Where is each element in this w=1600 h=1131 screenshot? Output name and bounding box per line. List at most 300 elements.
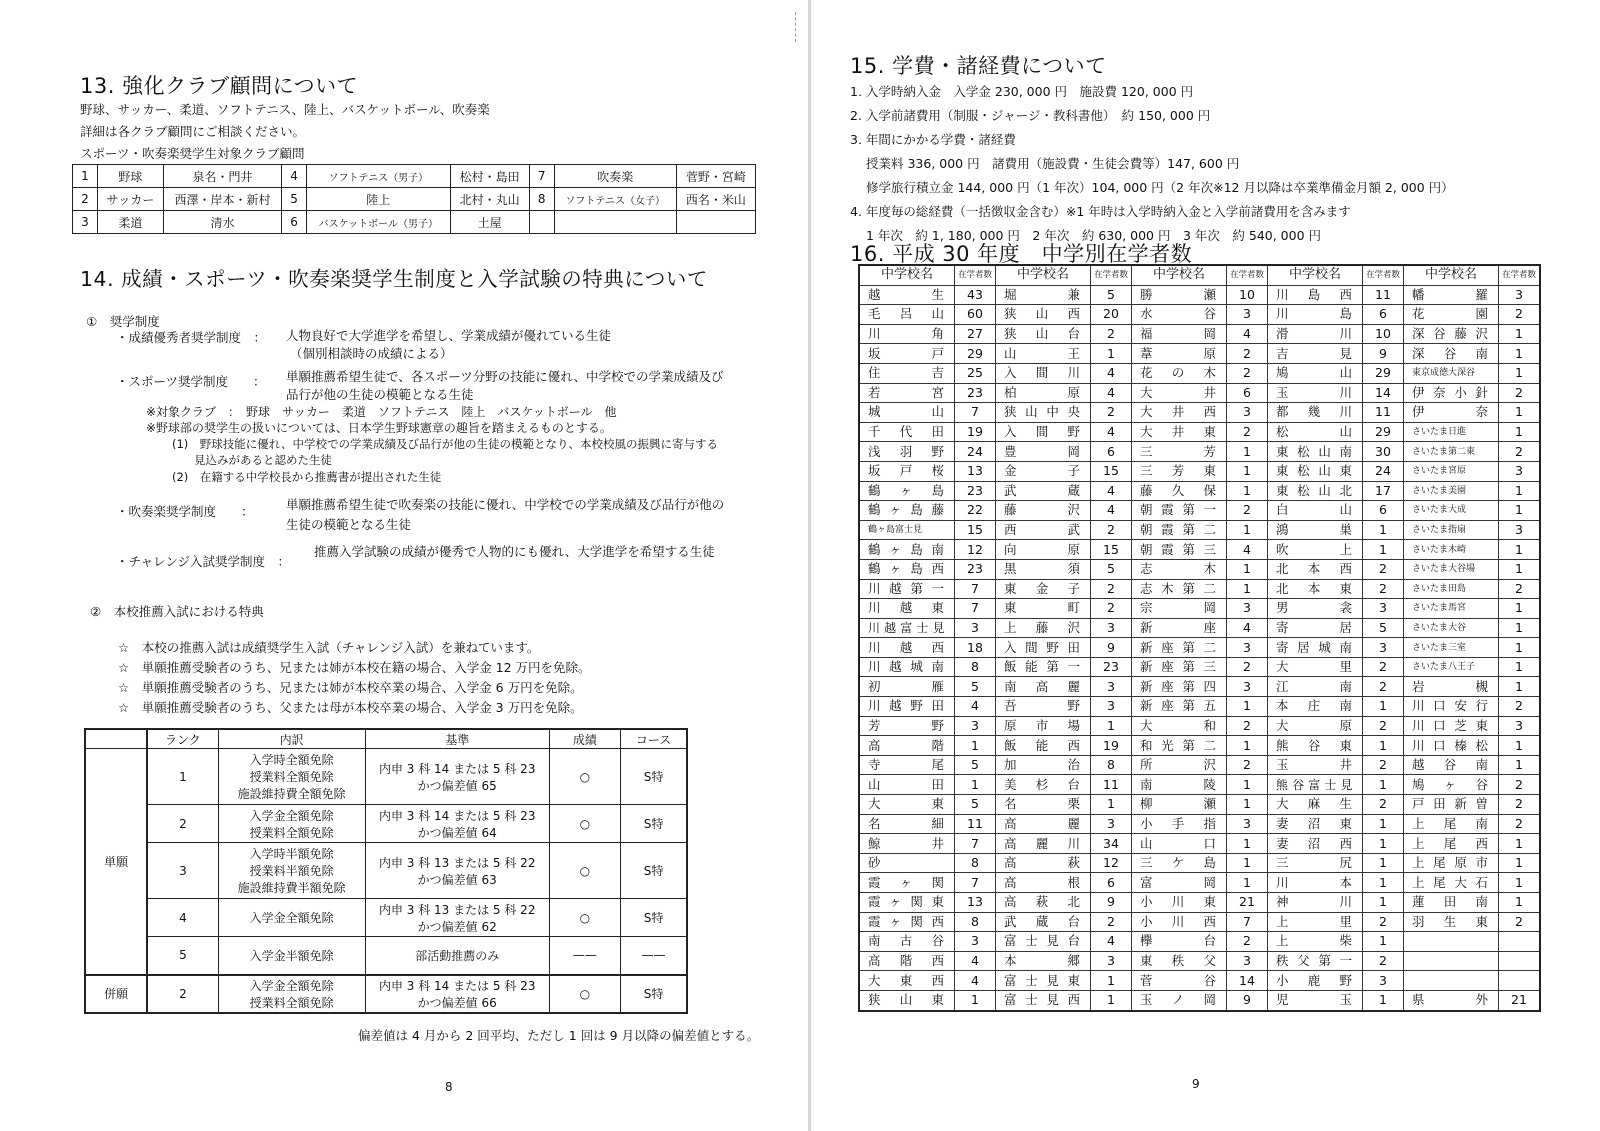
school-row bbox=[859, 755, 1540, 775]
enrolled-count: 1 bbox=[1363, 834, 1404, 854]
school-name: 吹上 bbox=[1268, 540, 1363, 560]
school-name: 富士見東 bbox=[996, 971, 1091, 991]
enrolled-count: 14 bbox=[1363, 383, 1404, 403]
page-9 bbox=[812, 0, 1600, 1131]
col-enrolled-count: 在学者数 bbox=[1227, 265, 1268, 285]
school-name: 川越西 bbox=[859, 638, 955, 658]
enrolled-count: 2 bbox=[1363, 951, 1404, 971]
enrolled-count: 4 bbox=[955, 971, 996, 991]
school-name: 住吉 bbox=[859, 363, 955, 383]
school-name: 深谷藤沢 bbox=[1404, 324, 1499, 344]
school-name: 羽生東 bbox=[1404, 912, 1499, 932]
enrolled-count: 3 bbox=[1227, 814, 1268, 834]
school-name: 熊谷富士見 bbox=[1268, 775, 1363, 795]
school-name: 原市場 bbox=[996, 716, 1091, 736]
school-name: 上尾原市 bbox=[1404, 853, 1499, 873]
enrolled-count: 23 bbox=[955, 383, 996, 403]
school-name: 入間川 bbox=[996, 363, 1091, 383]
enrolled-count: 4 bbox=[1227, 324, 1268, 344]
school-name: 新座第五 bbox=[1132, 697, 1227, 717]
challenge-desc: 推薦入学試験の成績が優秀で人物的にも優れ、大学進学を希望する生徒 bbox=[314, 544, 715, 559]
enrolled-count: 3 bbox=[1091, 951, 1132, 971]
school-name bbox=[1404, 971, 1499, 991]
school-name: 藤久保 bbox=[1132, 481, 1227, 501]
school-name: さいたま馬宮 bbox=[1404, 599, 1499, 619]
col-school-name: 中学校名 bbox=[1132, 265, 1227, 285]
enrolled-count: 1 bbox=[1499, 599, 1541, 619]
enrolled-count: 1 bbox=[1227, 481, 1268, 501]
school-name: 飯能第一 bbox=[996, 657, 1091, 677]
school-name: 黒須 bbox=[996, 559, 1091, 579]
school-name: 戸田新曽 bbox=[1404, 795, 1499, 815]
school-name: 越谷南 bbox=[1404, 755, 1499, 775]
school-name: 大井東 bbox=[1132, 422, 1227, 442]
school-name: 上尾大石 bbox=[1404, 873, 1499, 893]
enrolled-count: 3 bbox=[1091, 677, 1132, 697]
enrolled-count: 10 bbox=[1363, 324, 1404, 344]
club-advisors: 清水 bbox=[163, 211, 281, 234]
enrolled-count: 1 bbox=[1091, 795, 1132, 815]
enrolled-count: 1 bbox=[955, 775, 996, 795]
enrolled-count: 29 bbox=[1363, 363, 1404, 383]
breakdown-line: 授業料全額免除 bbox=[249, 995, 334, 1010]
school-name: 名細 bbox=[859, 814, 955, 834]
club-name: ソフトテニス（男子） bbox=[307, 165, 450, 188]
enrolled-count: 4 bbox=[955, 951, 996, 971]
sports-target-clubs: ※対象クラブ ： 野球 サッカー 柔道 ソフトテニス 陸上 バスケットボール 他 bbox=[146, 405, 617, 419]
school-name: 蓮田南 bbox=[1404, 893, 1499, 913]
school-name: 鯨井 bbox=[859, 834, 955, 854]
club-name: ソフトテニス（女子） bbox=[554, 188, 676, 211]
school-name: 柳瀬 bbox=[1132, 795, 1227, 815]
school-name: 寄居 bbox=[1268, 618, 1363, 638]
school-row bbox=[859, 677, 1540, 697]
club-advisor-table bbox=[72, 164, 756, 234]
school-name: 藤沢 bbox=[996, 501, 1091, 521]
sports-desc-1: 単願推薦希望生徒で、各スポーツ分野の技能に優れ、中学校での学業成績及び bbox=[286, 369, 724, 384]
criteria-line: 内申 3 科 13 または 5 科 22 bbox=[378, 855, 536, 870]
col-school-name: 中学校名 bbox=[1268, 265, 1363, 285]
breakdown-line: 施設維持費半額免除 bbox=[237, 881, 346, 895]
school-row bbox=[859, 932, 1540, 952]
school-name: 東金子 bbox=[996, 579, 1091, 599]
enrolled-count: 6 bbox=[1363, 305, 1404, 325]
school-name: 高麗川 bbox=[996, 834, 1091, 854]
enrolled-count: 7 bbox=[955, 873, 996, 893]
enrolled-count: 2 bbox=[1499, 383, 1541, 403]
school-name: 東町 bbox=[996, 599, 1091, 619]
enrolled-count: 3 bbox=[1363, 638, 1404, 658]
enrolled-count: 2 bbox=[1227, 755, 1268, 775]
school-name: 初雁 bbox=[859, 677, 955, 697]
breakdown-cell bbox=[218, 937, 365, 975]
school-name: 川角 bbox=[859, 324, 955, 344]
breakdown-line: 入学金全額免除 bbox=[249, 978, 334, 993]
school-row bbox=[859, 893, 1540, 913]
enrolled-count: 8 bbox=[1091, 755, 1132, 775]
school-name: 大井西 bbox=[1132, 403, 1227, 423]
school-name: 神川 bbox=[1268, 893, 1363, 913]
school-name: さいたま日進 bbox=[1404, 422, 1499, 442]
school-name: 福岡 bbox=[1132, 324, 1227, 344]
school-name: 高階西 bbox=[859, 951, 955, 971]
band-label: ・吹奏楽奨学制度 ： bbox=[116, 504, 254, 519]
enrolled-count: 1 bbox=[1091, 716, 1132, 736]
enrolled-count: 1 bbox=[1227, 461, 1268, 481]
enrolled-count: 1 bbox=[1363, 873, 1404, 893]
enrolled-count: 4 bbox=[955, 697, 996, 717]
criteria-line: 内申 3 科 14 または 5 科 23 bbox=[378, 761, 536, 776]
enrolled-count: 1 bbox=[1227, 559, 1268, 579]
criteria-line: 内申 3 科 14 または 5 科 23 bbox=[378, 808, 536, 823]
breakdown-line: 施設維持費全額免除 bbox=[237, 787, 346, 801]
enrolled-count: 2 bbox=[1499, 305, 1541, 325]
school-name: 南陵 bbox=[1132, 775, 1227, 795]
enrolled-count: 1 bbox=[1499, 677, 1541, 697]
col-group bbox=[85, 729, 147, 749]
club-name: サッカー bbox=[98, 188, 164, 211]
club-advisors: 泉名・門井 bbox=[163, 165, 281, 188]
baseball-cond-1b: 見込みがあると認めた生徒 bbox=[194, 453, 332, 467]
club-name: 陸上 bbox=[307, 188, 450, 211]
school-name: 坂戸 bbox=[859, 344, 955, 364]
enrolled-count: 5 bbox=[1091, 285, 1132, 305]
school-name: 金子 bbox=[996, 461, 1091, 481]
school-name: 川越城南 bbox=[859, 657, 955, 677]
enrolled-count: 2 bbox=[1091, 403, 1132, 423]
school-name: 三芳東 bbox=[1132, 461, 1227, 481]
enrolled-count: 4 bbox=[1227, 618, 1268, 638]
benefit-2: ☆ 単願推薦受験者のうち、兄または姉が本校在籍の場合、入学金 12 万円を免除。 bbox=[118, 660, 591, 675]
school-name: 高根 bbox=[996, 873, 1091, 893]
enrolled-count: 3 bbox=[1227, 951, 1268, 971]
school-name: 高萩 bbox=[996, 853, 1091, 873]
club-row bbox=[73, 165, 756, 188]
school-name: 上藤沢 bbox=[996, 618, 1091, 638]
enrolled-count: 2 bbox=[1499, 814, 1541, 834]
enrolled-count: 3 bbox=[1227, 638, 1268, 658]
enrolled-count: 11 bbox=[1363, 403, 1404, 423]
enrolled-count: 1 bbox=[1499, 736, 1541, 756]
school-row bbox=[859, 559, 1540, 579]
breakdown-line: 入学時全額免除 bbox=[249, 753, 334, 767]
grade-cell: —— bbox=[549, 937, 620, 975]
enrolled-count: 9 bbox=[1363, 344, 1404, 364]
school-name: 山王 bbox=[996, 344, 1091, 364]
enrolled-count: 23 bbox=[1091, 657, 1132, 677]
club-name: バスケットボール（男子） bbox=[307, 211, 450, 234]
course-cell: —— bbox=[621, 937, 687, 975]
enrolled-count: 34 bbox=[1091, 834, 1132, 854]
fee-total-years: 1 年次 約 1, 180, 000 円 2 年次 約 630, 000 円 3 年次 約 540, 000 円 bbox=[866, 228, 1322, 243]
col-breakdown: 内訳 bbox=[218, 729, 365, 749]
col-school-name: 中学校名 bbox=[859, 265, 955, 285]
school-name: 鶴ヶ島富士見 bbox=[859, 520, 955, 540]
enrolled-count: 3 bbox=[1091, 697, 1132, 717]
enrolled-count: 1 bbox=[1363, 697, 1404, 717]
school-row bbox=[859, 285, 1540, 305]
fee-trip: 修学旅行積立金 144, 000 円（1 年次）104, 000 円（2 年次※12 月以降は卒業準備金月額 2, 000 円） bbox=[866, 180, 1454, 195]
col-rank: ランク bbox=[147, 729, 218, 749]
enrolled-count: 18 bbox=[955, 638, 996, 658]
enrolled-count: 3 bbox=[1227, 599, 1268, 619]
school-name: 朝霞第二 bbox=[1132, 520, 1227, 540]
scholarship-rank-table bbox=[84, 728, 688, 1014]
enrolled-count: 9 bbox=[1091, 638, 1132, 658]
school-name: 新座第二 bbox=[1132, 638, 1227, 658]
enrolled-count: 1 bbox=[1499, 422, 1541, 442]
school-row bbox=[859, 403, 1540, 423]
school-name: 飯能西 bbox=[996, 736, 1091, 756]
school-name: 浅羽野 bbox=[859, 442, 955, 462]
enrolled-count: 1 bbox=[1499, 559, 1541, 579]
school-name: 南高麗 bbox=[996, 677, 1091, 697]
criteria-cell bbox=[365, 749, 549, 805]
enrolled-count: 2 bbox=[1091, 599, 1132, 619]
school-name: 入間野田 bbox=[996, 638, 1091, 658]
col-enrolled-count: 在学者数 bbox=[1091, 265, 1132, 285]
criteria-cell bbox=[365, 843, 549, 899]
school-name: 水谷 bbox=[1132, 305, 1227, 325]
school-row bbox=[859, 716, 1540, 736]
school-row bbox=[859, 305, 1540, 325]
enrolled-count: 1 bbox=[1499, 873, 1541, 893]
enrolled-count: 6 bbox=[1091, 873, 1132, 893]
school-name: 大里 bbox=[1268, 657, 1363, 677]
enrolled-count: 1 bbox=[1227, 795, 1268, 815]
enrolled-count: 2 bbox=[1499, 442, 1541, 462]
enrolled-count: 1 bbox=[1499, 324, 1541, 344]
scholar-row bbox=[85, 805, 687, 843]
school-name: 松山 bbox=[1268, 422, 1363, 442]
breakdown-line: 入学金全額免除 bbox=[249, 808, 334, 823]
page-number: 8 bbox=[445, 1080, 453, 1094]
enrolled-count: 2 bbox=[1499, 697, 1541, 717]
club-name: 野球 bbox=[98, 165, 164, 188]
enrolled-count: 1 bbox=[955, 990, 996, 1010]
school-name: 名栗 bbox=[996, 795, 1091, 815]
enrolled-count: 1 bbox=[1227, 697, 1268, 717]
school-name: 鶴ヶ島 bbox=[859, 481, 955, 501]
enrolled-count: 14 bbox=[1227, 971, 1268, 991]
enrolled-count: 11 bbox=[955, 814, 996, 834]
enrolled-count: 6 bbox=[1227, 383, 1268, 403]
club-name: 吹奏楽 bbox=[554, 165, 676, 188]
school-row bbox=[859, 442, 1540, 462]
school-name: 東秩父 bbox=[1132, 951, 1227, 971]
enrolled-count: 15 bbox=[955, 520, 996, 540]
enrolled-count: 9 bbox=[1091, 893, 1132, 913]
enrolled-count: 2 bbox=[1091, 520, 1132, 540]
enrolled-count: 1 bbox=[1499, 363, 1541, 383]
advisor-caption: スポーツ・吹奏楽奨学生対象クラブ顧問 bbox=[80, 146, 305, 161]
course-cell: S特 bbox=[621, 975, 687, 1013]
enrolled-count: 4 bbox=[1091, 501, 1132, 521]
enrolled-count: 17 bbox=[1363, 481, 1404, 501]
enrolled-count: 1 bbox=[1363, 853, 1404, 873]
club-row bbox=[73, 211, 756, 234]
school-name: 川口安行 bbox=[1404, 697, 1499, 717]
enrolled-count: 7 bbox=[955, 579, 996, 599]
enrolled-count: 1 bbox=[1363, 540, 1404, 560]
enrolled-count: 12 bbox=[955, 540, 996, 560]
club-number: 1 bbox=[73, 165, 98, 188]
enrolled-count: 4 bbox=[1091, 481, 1132, 501]
enrolled-count: 30 bbox=[1363, 442, 1404, 462]
club-row bbox=[73, 188, 756, 211]
school-name: 玉井 bbox=[1268, 755, 1363, 775]
school-name: 川越第一 bbox=[859, 579, 955, 599]
enrolled-count: 2 bbox=[1363, 677, 1404, 697]
sports-desc-2: 品行が他の生徒の模範となる生徒 bbox=[286, 387, 474, 402]
enrolled-count: 1 bbox=[1091, 344, 1132, 364]
enrolled-count: 1 bbox=[1499, 657, 1541, 677]
school-name: 美杉台 bbox=[996, 775, 1091, 795]
school-name: 富士見西 bbox=[996, 990, 1091, 1010]
school-name: 狭山中央 bbox=[996, 403, 1091, 423]
school-name: 砂 bbox=[859, 853, 955, 873]
school-name: 大井 bbox=[1132, 383, 1227, 403]
school-row bbox=[859, 461, 1540, 481]
enrolled-count: 15 bbox=[1091, 540, 1132, 560]
band-desc-1: 単願推薦希望生徒で吹奏楽の技能に優れ、中学校での学業成績及び品行が他の bbox=[286, 497, 725, 512]
school-name: 鶴ヶ島西 bbox=[859, 559, 955, 579]
school-name: 志木 bbox=[1132, 559, 1227, 579]
school-name: 武蔵 bbox=[996, 481, 1091, 501]
enrolled-count: 27 bbox=[955, 324, 996, 344]
enrolled-count: 4 bbox=[1227, 540, 1268, 560]
club-number: 4 bbox=[282, 165, 307, 188]
enrolled-count: 1 bbox=[1227, 520, 1268, 540]
school-name: 山口 bbox=[1132, 834, 1227, 854]
enrolled-count bbox=[1499, 932, 1541, 952]
school-name: 岩槻 bbox=[1404, 677, 1499, 697]
enrolled-count: 1 bbox=[1363, 893, 1404, 913]
enrolled-count: 2 bbox=[1363, 579, 1404, 599]
grade-cell: ○ bbox=[549, 749, 620, 805]
enrolled-count: 4 bbox=[1091, 422, 1132, 442]
enrolled-count: 2 bbox=[1363, 912, 1404, 932]
enrolled-count: 2 bbox=[1091, 324, 1132, 344]
enrolled-count: 1 bbox=[1091, 971, 1132, 991]
school-name: 霞ヶ関西 bbox=[859, 912, 955, 932]
enrolled-count: 60 bbox=[955, 305, 996, 325]
page-number: 9 bbox=[1192, 1077, 1200, 1091]
enrolled-count: 8 bbox=[955, 657, 996, 677]
school-name: 川越野田 bbox=[859, 697, 955, 717]
enrolled-count: 2 bbox=[1227, 422, 1268, 442]
school-name: さいたま第二東 bbox=[1404, 442, 1499, 462]
school-name: 川口芝東 bbox=[1404, 716, 1499, 736]
enrolled-count: 29 bbox=[1363, 422, 1404, 442]
enrolled-count: 3 bbox=[1227, 403, 1268, 423]
school-name: 北本東 bbox=[1268, 579, 1363, 599]
enrolled-count: 1 bbox=[1499, 853, 1541, 873]
enrolled-count: 19 bbox=[955, 422, 996, 442]
col-enrolled-count: 在学者数 bbox=[955, 265, 996, 285]
sports-label: ・スポーツ奨学制度 ： bbox=[116, 374, 266, 389]
school-name: 富士見台 bbox=[996, 932, 1091, 952]
school-name: 高麗 bbox=[996, 814, 1091, 834]
school-name: 児玉 bbox=[1268, 990, 1363, 1010]
criteria-line: かつ偏差値 62 bbox=[417, 919, 497, 934]
group-single: 単願 bbox=[85, 749, 147, 975]
section-14-title: 14. 成績・スポーツ・吹奏楽奨学生制度と入学試験の特典について bbox=[80, 267, 708, 291]
enrolled-count: 20 bbox=[1091, 305, 1132, 325]
criteria-line: 内申 3 科 14 または 5 科 23 bbox=[378, 978, 536, 993]
criteria-cell bbox=[365, 937, 549, 975]
school-name: 鶴ヶ島藤 bbox=[859, 501, 955, 521]
enrolled-count: 1 bbox=[1227, 873, 1268, 893]
rank-cell: 2 bbox=[147, 805, 218, 843]
breakdown-line: 授業料全額免除 bbox=[249, 770, 334, 784]
club-number: 8 bbox=[529, 188, 554, 211]
school-name: 加治 bbox=[996, 755, 1091, 775]
school-name: 堀兼 bbox=[996, 285, 1091, 305]
school-name: さいたま宮原 bbox=[1404, 461, 1499, 481]
enrolled-count: 12 bbox=[1091, 853, 1132, 873]
school-name: 富岡 bbox=[1132, 873, 1227, 893]
school-name: 川島西 bbox=[1268, 285, 1363, 305]
section-13-title: 13. 強化クラブ顧問について bbox=[80, 74, 359, 98]
school-name: 宗岡 bbox=[1132, 599, 1227, 619]
challenge-label: ・チャレンジ入試奨学制度 ： bbox=[116, 554, 291, 569]
school-name: 入間野 bbox=[996, 422, 1091, 442]
enrolled-count: 43 bbox=[955, 285, 996, 305]
school-row bbox=[859, 736, 1540, 756]
school-name: 向原 bbox=[996, 540, 1091, 560]
enrolled-count: 2 bbox=[1363, 755, 1404, 775]
school-name: 芳野 bbox=[859, 716, 955, 736]
club-advisors: 松村・島田 bbox=[450, 165, 529, 188]
rank-cell: 4 bbox=[147, 899, 218, 937]
club-number: 3 bbox=[73, 211, 98, 234]
enrolled-count: 6 bbox=[1363, 501, 1404, 521]
rank-cell: 2 bbox=[147, 975, 218, 1013]
enrolled-count bbox=[1499, 951, 1541, 971]
school-row bbox=[859, 853, 1540, 873]
school-name: 新座 bbox=[1132, 618, 1227, 638]
enrolled-count: 2 bbox=[1363, 559, 1404, 579]
enrolled-count: 2 bbox=[1227, 501, 1268, 521]
enrolled-count: 2 bbox=[1363, 795, 1404, 815]
school-name: 東松山東 bbox=[1268, 461, 1363, 481]
school-name: 越生 bbox=[859, 285, 955, 305]
school-name: 大東西 bbox=[859, 971, 955, 991]
enrolled-count: 2 bbox=[1499, 775, 1541, 795]
school-name: 白山 bbox=[1268, 501, 1363, 521]
school-name: 上柴 bbox=[1268, 932, 1363, 952]
course-cell: S特 bbox=[621, 805, 687, 843]
enrolled-count: 8 bbox=[955, 912, 996, 932]
school-name: 上里 bbox=[1268, 912, 1363, 932]
fee-enrollment: 1. 入学時納入金 入学金 230, 000 円 施設費 120, 000 円 bbox=[850, 84, 1194, 99]
school-name: 川口榛松 bbox=[1404, 736, 1499, 756]
school-name: 鶴ヶ島南 bbox=[859, 540, 955, 560]
enrolled-count: 3 bbox=[1499, 716, 1541, 736]
club-advisors: 西澤・岸本・新村 bbox=[163, 188, 281, 211]
enrolled-count: 3 bbox=[1499, 285, 1541, 305]
school-name: 吉見 bbox=[1268, 344, 1363, 364]
enrolled-count: 3 bbox=[1091, 814, 1132, 834]
school-name: 大原 bbox=[1268, 716, 1363, 736]
school-name: 本郷 bbox=[996, 951, 1091, 971]
school-name: 深谷南 bbox=[1404, 344, 1499, 364]
enrolled-count: 11 bbox=[1091, 775, 1132, 795]
school-enrollment-table bbox=[858, 264, 1541, 1012]
enrolled-count: 2 bbox=[1499, 912, 1541, 932]
scholar-row bbox=[85, 843, 687, 899]
